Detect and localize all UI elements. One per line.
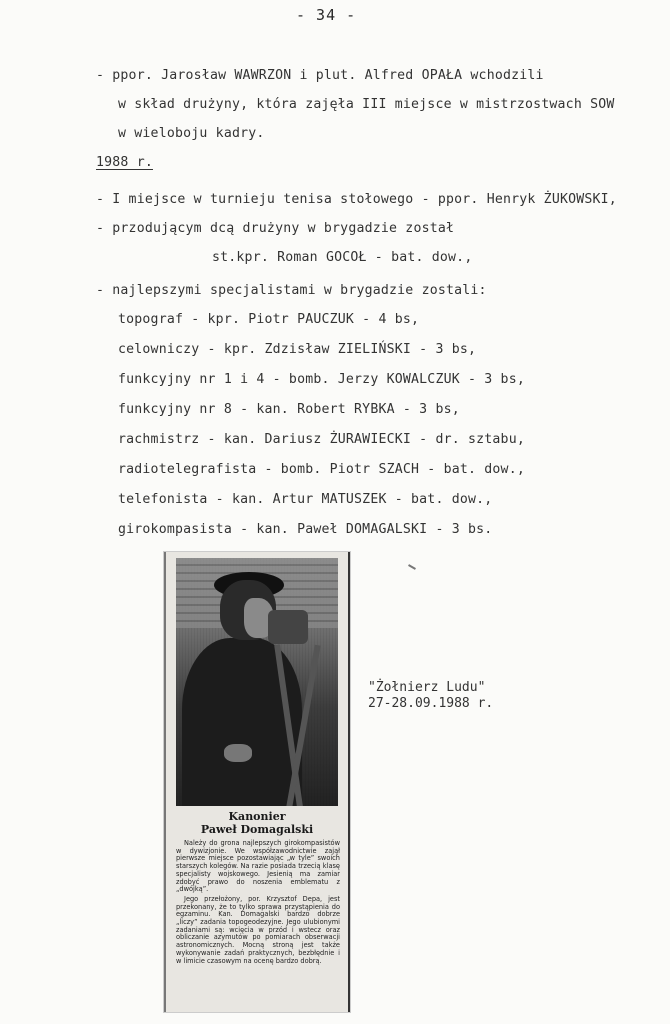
specialist-line: girokompasista - kan. Paweł DOMAGALSKI - 3 bs. bbox=[118, 522, 493, 537]
clipping-article bbox=[176, 840, 340, 967]
specialist-line: topograf - kpr. Piotr PAUCZUK - 4 bs, bbox=[118, 312, 420, 327]
text-line: - ppor. Jarosław WAWRZON i plut. Alfred OPAŁA wchodzili bbox=[96, 68, 544, 83]
article-paragraph: Jego przełożony, por. Krzysztof Depa, jest przekonany, że to tylko sprawa przystąpienia do egzaminu. Kan. Domagalski bardzo dobrze „liczy” zadania topogeodezyjne. Jego ulubionymi zadaniami są: wcięcia w przód i wstecz oraz obliczanie azymutów po pomiarach obserwacji astronomicznych. Mocną stroną jest także wykonywanie zadań praktycznych, bezbłędnie i w limicie czasowym na ocenę bardzo dobrą. bbox=[176, 894, 340, 965]
source-title: "Żołnierz Ludu" bbox=[368, 680, 486, 695]
year-heading: 1988 r. bbox=[96, 155, 153, 170]
caption-name: Paweł Domagalski bbox=[200, 823, 314, 836]
specialist-line: funkcyjny nr 1 i 4 - bomb. Jerzy KOWALCZUK - 3 bs, bbox=[118, 372, 525, 387]
specialist-line: radiotelegrafista - bomb. Piotr SZACH - bat. dow., bbox=[118, 462, 525, 477]
text-line: - najlepszymi specjalistami w brygadzie zostali: bbox=[96, 283, 487, 298]
specialist-line: telefonista - kan. Artur MATUSZEK - bat. dow., bbox=[118, 492, 493, 507]
text-line: w skład drużyny, która zajęła III miejsce w mistrzostwach SOW bbox=[118, 97, 615, 112]
text-line: - przodującym dcą drużyny w brygadzie został bbox=[96, 221, 455, 236]
clipping-photo bbox=[176, 558, 338, 806]
page-number: - 34 - bbox=[296, 6, 357, 24]
article-paragraph: Należy do grona najlepszych girokompasistów w dywizjonie. We współzawodnictwie zajął pierwsze miejsce pozostawiając „w tyle” swoich starszych kolegów. Na razie posiada trzecią klasę specjalisty wojskowego. Jesienią ma zamiar zdobyć prawo do noszenia emblematu z „dwójką”. bbox=[176, 839, 340, 894]
source-date: 27-28.09.1988 r. bbox=[368, 696, 494, 711]
specialist-line: celowniczy - kpr. Zdzisław ZIELIŃSKI - 3 bs, bbox=[118, 342, 477, 357]
source-citation bbox=[368, 680, 493, 712]
text-line: w wieloboju kadry. bbox=[118, 126, 265, 141]
caption-rank: Kanonier bbox=[228, 810, 286, 823]
text-line: - I miejsce w turnieju tenisa stołowego - ppor. Henryk ŻUKOWSKI, bbox=[96, 192, 617, 207]
newspaper-clipping bbox=[164, 552, 350, 1012]
stray-mark bbox=[408, 564, 416, 570]
specialist-line: rachmistrz - kan. Dariusz ŻURAWIECKI - dr. sztabu, bbox=[118, 432, 525, 447]
clipping-caption bbox=[166, 810, 348, 836]
text-line: st.kpr. Roman GOCOŁ - bat. dow., bbox=[212, 250, 473, 265]
specialist-line: funkcyjny nr 8 - kan. Robert RYBKA - 3 bs, bbox=[118, 402, 460, 417]
